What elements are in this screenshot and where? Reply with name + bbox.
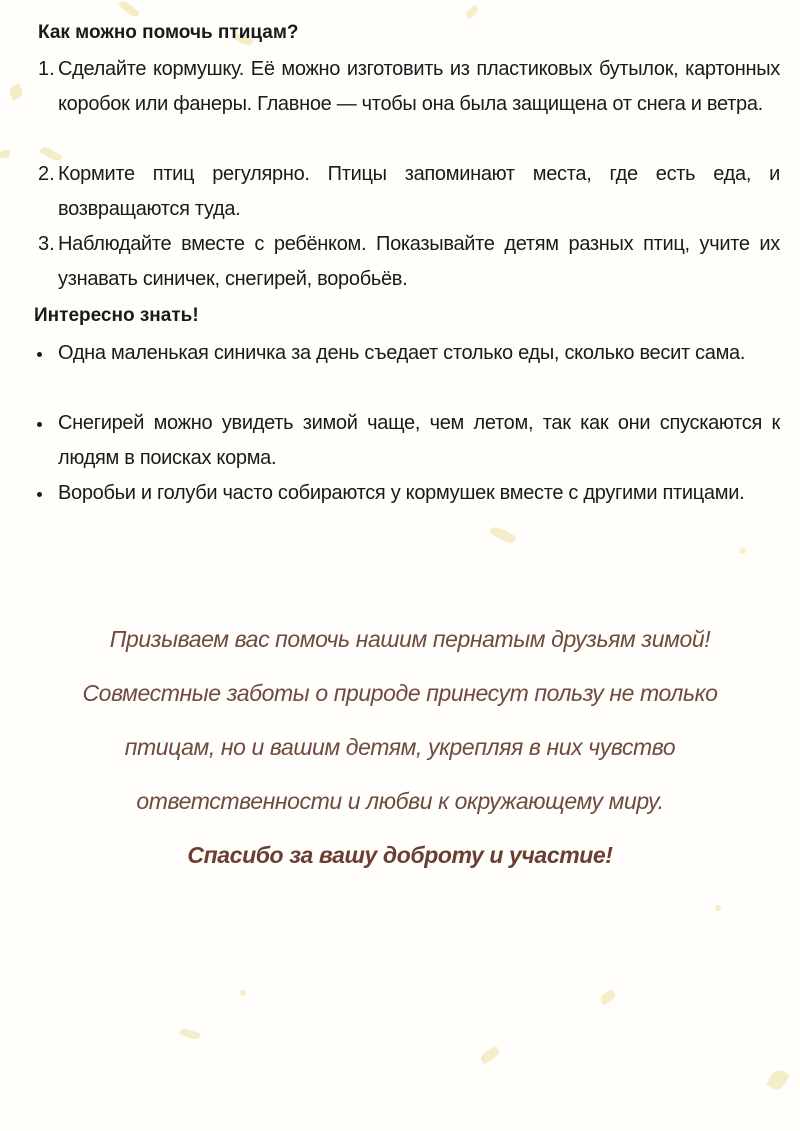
list-number: 3. bbox=[38, 233, 55, 255]
bullet-icon bbox=[37, 422, 42, 427]
closing-line: Призываем вас помочь нашим пернатым друзьям зимой! bbox=[109, 626, 711, 652]
section-title-help: Как можно помочь птицам? bbox=[38, 22, 299, 43]
bullet-icon bbox=[37, 352, 42, 357]
section-title-facts: Интересно знать! bbox=[34, 305, 199, 326]
bullet-icon bbox=[37, 492, 42, 497]
list-item: Одна маленькая синичка за день съедает столько еды, сколько весит сама. bbox=[58, 342, 746, 364]
list-item: Сделайте кормушку. Её можно изготовить из пластиковых бутылок, картонных коробок или фанеры. Главное — чтобы она была защищена от снега и ветра. bbox=[58, 58, 780, 115]
list-item: Воробьи и голуби часто собираются у кормушек вместе с другими птицами. bbox=[58, 482, 745, 504]
thanks-line: Спасибо за вашу доброту и участие! bbox=[187, 842, 613, 868]
list-item: Кормите птиц регулярно. Птицы запоминают места, где есть еда, и возвращаются туда. bbox=[58, 163, 780, 220]
closing-line: Совместные заботы о природе принесут пользу не только bbox=[82, 680, 718, 706]
list-item: Наблюдайте вместе с ребёнком. Показывайте детям разных птиц, учите их узнавать синичек, снегирей, воробьёв. bbox=[58, 233, 780, 290]
list-item: Снегирей можно увидеть зимой чаще, чем летом, так как они спускаются к людям в поисках корма. bbox=[58, 412, 780, 469]
closing-line: ответственности и любви к окружающему миру. bbox=[136, 788, 664, 814]
list-number: 1. bbox=[38, 58, 55, 80]
closing-line: птицам, но и вашим детям, укрепляя в них чувство bbox=[124, 734, 676, 760]
list-number: 2. bbox=[38, 163, 55, 185]
